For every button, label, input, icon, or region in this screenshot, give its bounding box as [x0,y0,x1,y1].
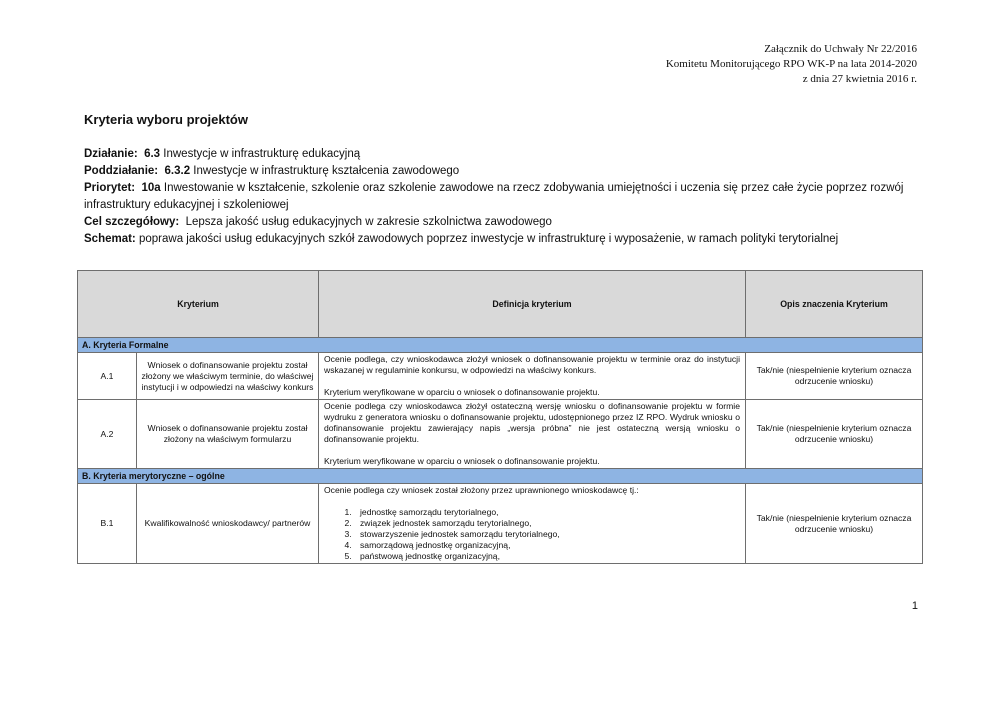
list-item: 4. samorządową jednostkę organizacyjną, [354,540,740,551]
header-line-1: Załącznik do Uchwały Nr 22/2016 [764,43,917,55]
header-kryterium: Kryterium [78,271,319,338]
section-row-b [78,469,923,484]
criterion-definition: Ocenie podlega czy wnioskodawca złożył ostateczną wersję wniosku o dofinansowanie projektu w formie wydruku z generatora wniosku o dofinansowanie projektu, udostępnionego przez IZ RPO. Wydruk wniosku o dofinansowanie projektu zawierający napis „wersja próbna” nie jest ostateczną wersją wniosku o dofinansowanie projektu. Kryterium weryfikowane w oparciu o wniosek o dofinansowanie projektu. [319,400,746,469]
document-title: Kryteria wyboru projektów [84,112,248,127]
list-item: 3. stowarzyszenie jednostek samorządu terytorialnego, [354,529,740,540]
meta-poddzialanie: Poddziałanie: 6.3.2 Inwestycje w infrastrukturę kształcenia zawodowego [84,165,460,177]
criteria-table [77,270,923,564]
header-line-3: z dnia 27 kwietnia 2016 r. [802,73,917,85]
table-header-row [78,271,923,338]
table-row [78,400,923,469]
eligible-applicants-list [324,507,740,562]
meta-cel: Cel szczegółowy: Lepsza jakość usług edukacyjnych w zakresie szkolnictwa zawodowego [84,216,552,228]
criterion-name: Kwalifikowalność wnioskodawcy/ partnerów [137,484,319,564]
table-row [78,353,923,400]
criterion-id: A.2 [78,400,137,469]
criterion-id: A.1 [78,353,137,400]
list-item: 2. związek jednostek samorządu terytorialnego, [354,518,740,529]
criterion-id: B.1 [78,484,137,564]
meta-schemat: Schemat: poprawa jakości usług edukacyjnych szkół zawodowych poprzez inwestycje w infrastrukturę i wyposażenie, w ramach polityki terytorialnej [84,233,839,245]
criterion-definition: Ocenie podlega, czy wnioskodawca złożył wniosek o dofinansowanie projektu w terminie oraz do instytucji wskazanej w regulaminie konkursu, w odpowiedzi na właściwy konkurs. Kryterium weryfikowane w oparciu o wniosek o dofinansowanie projektu. [319,353,746,400]
section-row-a [78,338,923,353]
header-opis: Opis znaczenia Kryterium [746,271,923,338]
criterion-name: Wniosek o dofinansowanie projektu został złożony we właściwym terminie, do właściwej instytucji i w odpowiedzi na właściwy konkurs [137,353,319,400]
header-definicja: Definicja kryterium [319,271,746,338]
criterion-name: Wniosek o dofinansowanie projektu został złożony na właściwym formularzu [137,400,319,469]
meta-dzialanie: Działanie: 6.3 Inwestycje w infrastrukturę edukacyjną [84,148,361,160]
criterion-opis: Tak/nie (niespełnienie kryterium oznacza odrzucenie wniosku) [746,484,923,564]
meta-priorytet: Priorytet: 10a Inwestowanie w kształcenie, szkolenie oraz szkolenie zawodowe na rzecz zdobywania umiejętności i uczenia się przez całe życie poprzez rozwój infrastruktury edukacyjnej i szkoleniowej [84,182,904,211]
page-number: 1 [911,600,918,612]
document-meta [84,146,924,248]
list-item: 1. jednostkę samorządu terytorialnego, [354,507,740,518]
criterion-definition: Ocenie podlega czy wniosek został złożony przez uprawnionego wnioskodawcę tj.: 1. jednostkę samorządu terytorialnego, 2. związek jednostek samorządu terytorialnego, 3. stowarzyszenie jednostek samorządu terytorialnego, 4. samorządową jednostkę organizacyjną, 5. państwową jednostkę organizacyjną, [319,484,746,564]
section-b-label: B. Kryteria merytoryczne – ogólne [78,469,923,484]
document-header [666,42,917,87]
criterion-opis: Tak/nie (niespełnienie kryterium oznacza odrzucenie wniosku) [746,353,923,400]
table-row [78,484,923,564]
section-a-label: A. Kryteria Formalne [78,338,923,353]
list-item: 5. państwową jednostkę organizacyjną, [354,551,740,562]
header-line-2: Komitetu Monitorującego RPO WK-P na lata 2014-2020 [665,58,917,70]
criterion-opis: Tak/nie (niespełnienie kryterium oznacza odrzucenie wniosku) [746,400,923,469]
